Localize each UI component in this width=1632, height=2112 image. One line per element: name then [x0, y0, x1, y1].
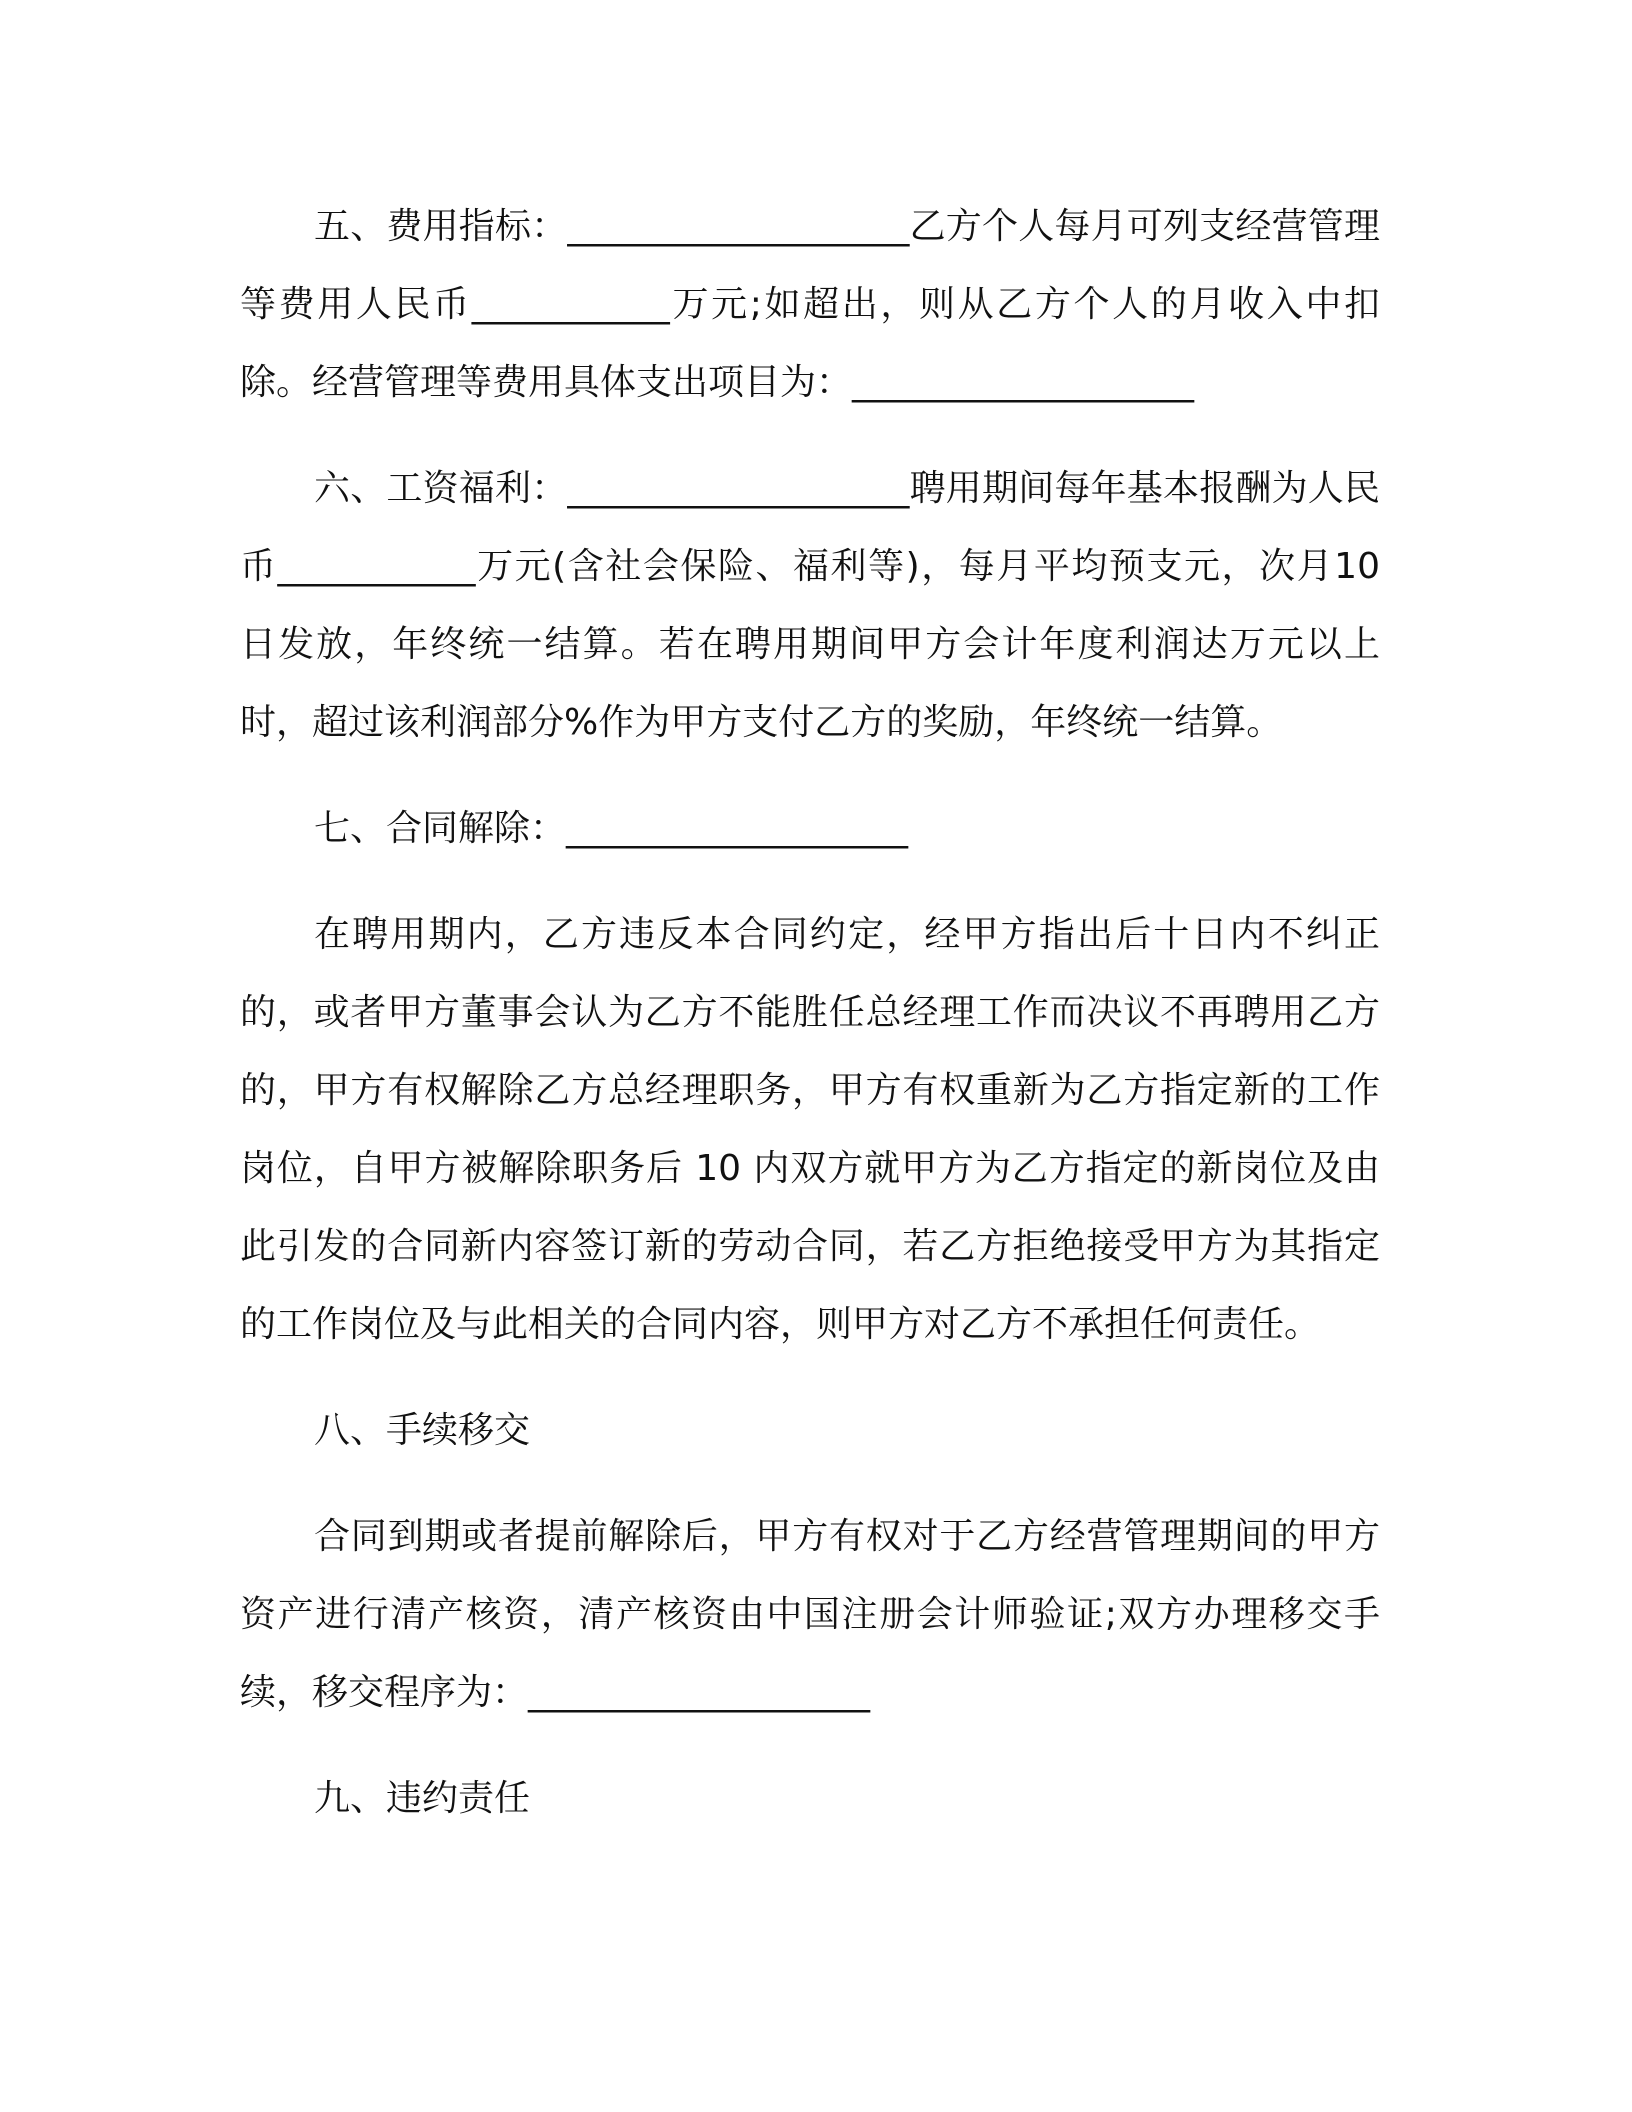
section-handover-paragraph: 合同到期或者提前解除后，甲方有权对于乙方经营管理期间的甲方资产进行清产核资，清产核资由中国注册会计师验证;双方办理移交手续，移交程序为：___________________ — [240, 1516, 1380, 1713]
section-salary-paragraph: 六、工资福利：___________________聘用期间每年基本报酬为人民币___________万元(含社会保险、福利等)，每月平均预支元，次月10 日发放，年终统一结算。若在聘用期间甲方会计年度利润达万元以上时，超过该利润部分%作为甲方支付乙方的奖励，年终统一结算。 — [240, 468, 1380, 743]
section-liability-heading: 九、违约责任 — [314, 1778, 531, 1819]
section-fee-paragraph: 五、费用指标：___________________乙方个人每月可列支经营管理等费用人民币___________万元;如超出，则从乙方个人的月收入中扣除。经营管理等费用具体支出项目为：___________________ — [240, 206, 1380, 403]
document-page — [240, 188, 1380, 1866]
section-termination-paragraph: 在聘用期内，乙方违反本合同约定，经甲方指出后十日内不纠正的，或者甲方董事会认为乙方不能胜任总经理工作而决议不再聘用乙方的，甲方有权解除乙方总经理职务，甲方有权重新为乙方指定新的工作岗位，自甲方被解除职务后 10 内双方就甲方为乙方指定的新岗位及由此引发的合同新内容签订新的劳动合同，若乙方拒绝接受甲方为其指定的工作岗位及与此相关的合同内容，则甲方对乙方不承担任何责任。 — [240, 914, 1380, 1345]
section-termination-heading: 七、合同解除：___________________ — [314, 808, 909, 849]
section-handover-heading: 八、手续移交 — [314, 1410, 531, 1451]
